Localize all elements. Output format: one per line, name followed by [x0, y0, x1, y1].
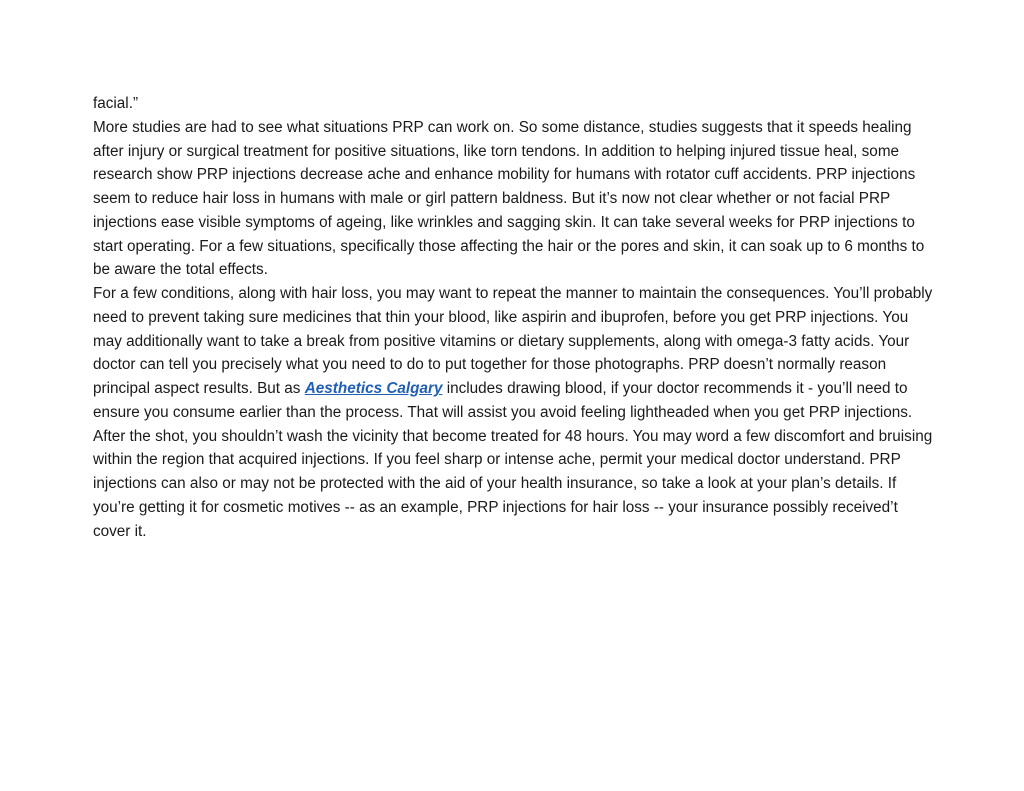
paragraph-prp-studies: More studies are had to see what situations PRP can work on. So some distance, studies suggests that it speeds healing after injury or surgical treatment for positive situations, like torn tendons. In addition to helping injured tissue heal, some research show PRP injections decrease ache and enhance mobility for humans with rotator cuff accidents. PRP injections seem to reduce hair loss in humans with male or girl pattern baldness. But it’s now not clear whether or not facial PRP injections ease visible symptoms of ageing, like wrinkles and sagging skin. It can take several weeks for PRP injections to start operating. For a few situations, specifically those affecting the hair or the pores and skin, it can soak up to 6 months to be aware the total effects. — [93, 118, 925, 279]
paragraph-fragment: facial.” — [93, 95, 139, 112]
paragraph-prp-preparation — [93, 282, 935, 543]
aesthetics-calgary-link[interactable]: Aesthetics Calgary — [304, 380, 443, 397]
document-body — [93, 92, 935, 543]
paragraph-text-after-link: includes drawing blood, if your doctor recommends it - you’ll need to ensure you consume earlier than the process. That will assist you avoid feeling lightheaded when you get PRP injections. After the shot, you shouldn’t wash the vicinity that become treated for 48 hours. You may word a few discomfort and bruising within the region that acquired injections. If you feel sharp or intense ache, permit your medical doctor understand. PRP injections can also or may not be protected with the aid of your health insurance, so take a look at your plan’s details. If you’re getting it for cosmetic motives -- as an example, PRP injections for hair loss -- your insurance possibly received’t cover it. — [93, 380, 933, 540]
paragraph-text-before-link: For a few conditions, along with hair loss, you may want to repeat the manner to maintain the consequences. You’ll probably need to prevent taking sure medicines that thin your blood, like aspirin and ibuprofen, before you get PRP injections. You may additionally want to take a break from positive vitamins or dietary supplements, along with omega-3 fatty acids. Your doctor can tell you precisely what you need to do to put together for those photographs. PRP doesn’t normally reason principal aspect results. But as — [93, 285, 933, 397]
